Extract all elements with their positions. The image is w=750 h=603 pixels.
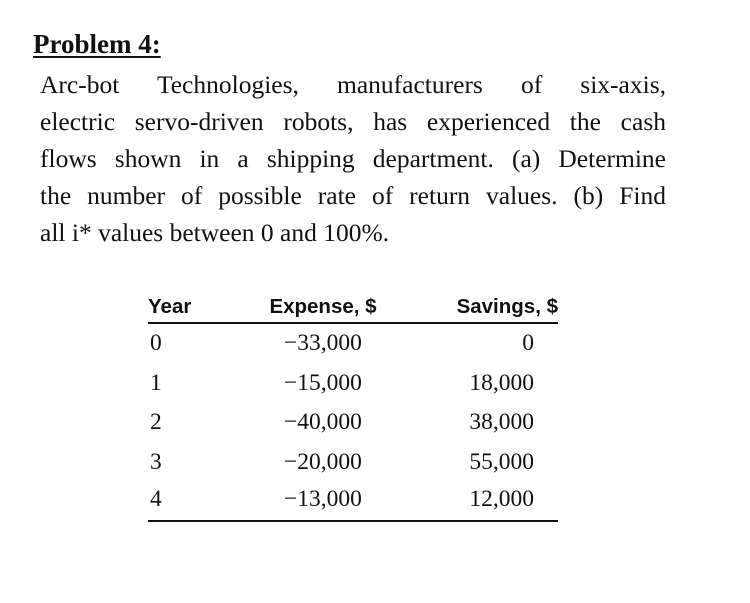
statement-line: all i* values between 0 and 100%.	[40, 218, 390, 247]
table-row	[148, 482, 558, 521]
year-cell: 4	[148, 482, 238, 521]
expense-cell: −33,000	[284, 330, 362, 357]
savings-cell: 18,000	[469, 369, 534, 396]
year-cell: 3	[150, 448, 162, 475]
year-column-header: Year	[148, 289, 238, 323]
table-header-row	[148, 289, 558, 323]
savings-cell: 38,000	[469, 409, 534, 436]
year-cell: 2	[150, 409, 162, 436]
problem-heading: Problem 4:	[33, 29, 161, 59]
savings-cell: 0	[522, 330, 534, 357]
table-row	[148, 323, 558, 364]
expense-cell: −20,000	[284, 448, 362, 475]
statement-line: the number of possible rate of return values. (b) Find	[40, 181, 666, 210]
problem-statement	[40, 66, 680, 251]
year-cell: 1	[150, 369, 162, 396]
savings-cell: 55,000	[469, 448, 534, 475]
expense-cell: −40,000	[284, 409, 362, 436]
statement-line: flows shown in a shipping department. (a) Determine	[40, 144, 666, 173]
statement-line: electric servo-driven robots, has experienced the cash	[40, 107, 666, 136]
year-cell: 0	[150, 330, 162, 357]
table-row	[148, 403, 558, 443]
statement-line: Arc-bot Technologies, manufacturers of six-axis,	[40, 70, 666, 99]
savings-column-header: Savings, $	[408, 289, 558, 323]
expense-cell: −15,000	[284, 369, 362, 396]
cash-flow-table	[148, 289, 558, 522]
expense-column-header: Expense, $	[238, 289, 408, 323]
table-row	[148, 443, 558, 483]
expense-cell: −13,000	[238, 482, 408, 521]
table-row	[148, 364, 558, 404]
savings-cell: 12,000	[408, 482, 558, 521]
